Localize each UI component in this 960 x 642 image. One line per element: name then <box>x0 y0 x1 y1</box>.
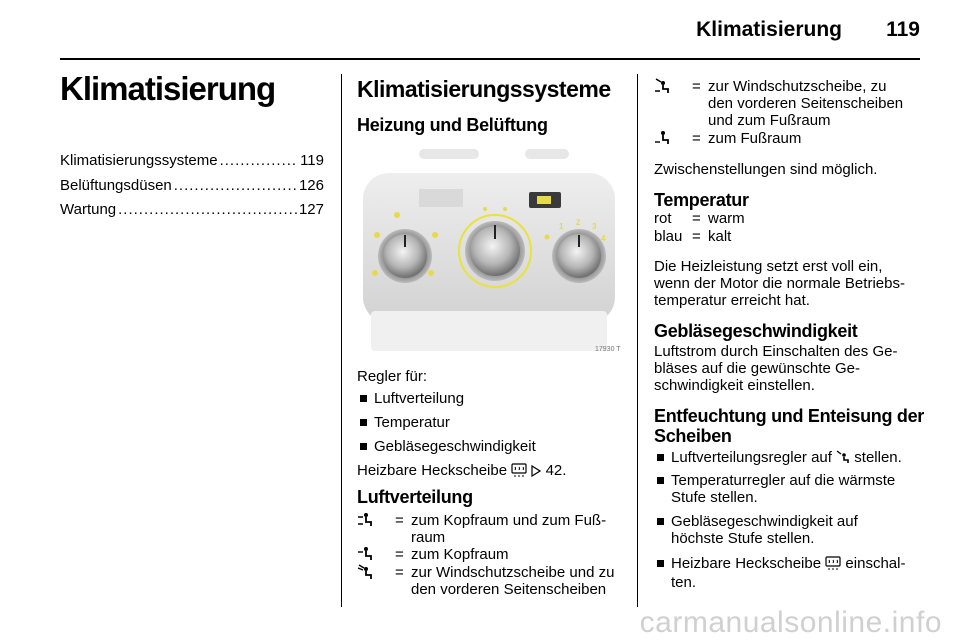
chapter-title: Klimatisierung <box>60 70 276 107</box>
foot-airflow-icon <box>654 130 674 146</box>
entfeuchtung-step-2: Temperaturregler auf die wärmste Stufe stellen. <box>655 472 925 506</box>
windshield-side-airflow-icon <box>357 564 377 580</box>
toc-label: Wartung <box>60 201 117 218</box>
rear-window-heating-icon <box>825 556 841 574</box>
header-rule <box>60 58 920 60</box>
toc-label: Belüftungsdüsen <box>60 177 172 194</box>
head-airflow-icon <box>357 546 377 562</box>
head-foot-airflow-icon <box>357 512 377 528</box>
running-header-title: Klimatisierung <box>696 18 842 41</box>
section-title: Klimatisierungssysteme <box>357 76 611 102</box>
rear-window-heating-icon <box>511 463 527 481</box>
svg-text:1: 1 <box>559 222 564 231</box>
entfeuchtung-step-3: Gebläsegeschwindigkeit auf höchste Stufe stellen. <box>655 513 925 547</box>
regler-item-2: Temperatur <box>358 414 450 431</box>
heckscheibe-line <box>357 462 566 481</box>
geblaese-title: Gebläsegeschwindigkeit <box>654 321 858 341</box>
toc-page: 126 <box>298 177 324 194</box>
svg-text:3: 3 <box>592 222 597 231</box>
entfeuchtung-step-4: Heizbare Heckscheibe einschal- ten. <box>655 555 925 591</box>
toc-page: 119 <box>300 152 324 169</box>
zwischenstellungen-note: Zwischenstellungen sind möglich. <box>654 161 878 178</box>
regler-item-1: Luftverteilung <box>358 390 464 407</box>
luftverteilung-title: Luftverteilung <box>357 487 473 507</box>
climate-control-panel-photo <box>357 143 621 355</box>
heckscheibe-text: Heizbare Heckscheibe <box>357 462 508 479</box>
toc-page: 127 <box>298 201 324 218</box>
photo-code: 17930 T <box>595 346 621 353</box>
regler-intro: Regler für: <box>357 368 428 385</box>
toc-entry-2[interactable] <box>60 177 324 194</box>
page-number: 119 <box>886 18 920 41</box>
entfeuchtung-step-1: Luftverteilungsregler auf stellen. <box>655 449 925 468</box>
toc-entry-1[interactable] <box>60 152 324 169</box>
toc-leader <box>174 177 297 194</box>
temperatur-title: Temperatur <box>654 190 749 210</box>
toc-leader <box>118 201 297 218</box>
entfeuchtung-title: Entfeuchtung und Enteisung der Scheiben <box>654 406 924 446</box>
windshield-side-foot-airflow-icon <box>654 78 674 94</box>
regler-item-3: Gebläsegeschwindigkeit <box>358 438 536 455</box>
column-divider-1 <box>341 74 342 607</box>
toc-entry-3[interactable] <box>60 201 324 218</box>
column-divider-2 <box>637 74 638 607</box>
toc-leader <box>220 152 299 169</box>
heckscheibe-ref: 42. <box>545 462 567 479</box>
watermark: carmanualsonline.info <box>639 606 942 639</box>
windshield-airflow-icon <box>836 450 850 468</box>
svg-text:4: 4 <box>601 234 606 243</box>
svg-text:2: 2 <box>576 218 581 227</box>
toc-label: Klimatisierungssysteme <box>60 152 218 169</box>
heizleistung-text: Die Heizleistung setzt erst voll ein, wenn der Motor die normale Betriebs- temperatur erreicht hat. <box>654 258 905 309</box>
reference-arrow-icon <box>531 464 541 481</box>
section-subtitle: Heizung und Belüftung <box>357 115 548 135</box>
geblaese-text: Luftstrom durch Einschalten des Ge- bläses auf die gewünschte Ge- schwindigkeit einstellen. <box>654 343 898 394</box>
